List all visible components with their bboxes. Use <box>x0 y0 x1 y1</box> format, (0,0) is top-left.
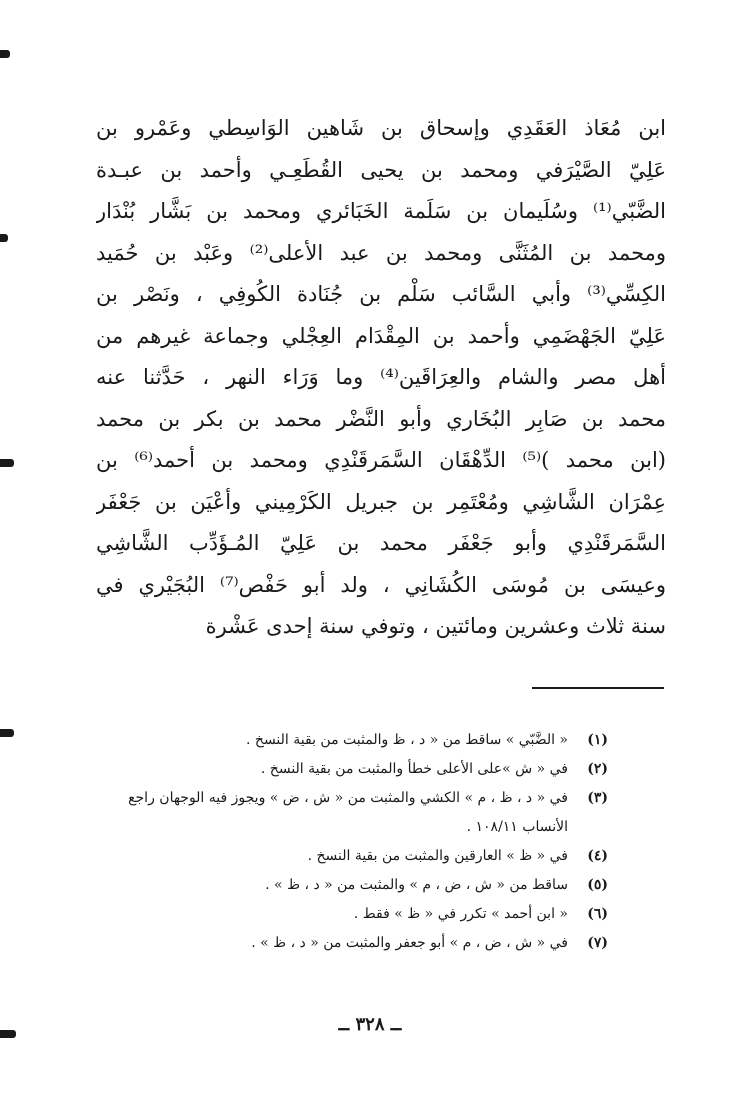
footnote-separator <box>532 687 664 689</box>
footnote-number: (٦) <box>587 906 608 922</box>
footnote-text: في « ش »على الأعلى خطأ والمثبت من بقية النسخ . <box>260 761 568 777</box>
text-line: وعيسَى بن مُوسَى الكُشَانِي ، ولد أبو حَفْص⁽⁷⁾ البُجَيْري في <box>96 572 666 597</box>
footnote <box>40 900 608 929</box>
margin-mark <box>0 1030 16 1038</box>
margin-mark <box>0 50 10 58</box>
footnote <box>40 784 608 842</box>
text-line: محمد بن صَابِر البُخَاري وأبو النَّضْر محمد بن بكر بن محمد <box>96 406 666 431</box>
margin-mark <box>0 729 14 737</box>
footnote-text: « الضَّبّي » ساقط من « د ، ظ والمثبت من بقية النسخ . <box>246 732 568 748</box>
text-line: سنة ثلاث وعشرين ومائتين ، وتوفي سنة إحدى عَشْرة <box>205 614 666 638</box>
text-line: ابن مُعَاذ العَقَدِي وإسحاق بن شَاهين الوَاسِطي وعَمْرو بن <box>96 116 666 140</box>
margin-mark <box>0 234 8 242</box>
text-line: عِمْرَان الشَّاشِي ومُعْتَمِر بن جبريل الكَرْمِيني وأعْيَن بن جَعْفَر <box>96 489 666 514</box>
page-number: ــ ٣٢٨ ــ <box>338 1014 402 1035</box>
text-line: عَلِيّ الصَّيْرَفي ومحمد بن يحيى القُطَعِـي وأحمد بن عبـدة <box>96 157 666 182</box>
text-line: عَلِيّ الجَهْضَمِي وأحمد بن المِقْدَام العِجْلي وجماعة غيرهم من <box>96 323 666 348</box>
footnote <box>40 726 608 755</box>
footnote-number: (٣) <box>587 790 608 806</box>
margin-mark <box>0 459 14 467</box>
footnote-text: في « ظ » العارقين والمثبت من بقية النسخ . <box>307 848 568 864</box>
text-line: (ابن محمد )⁽⁵⁾ الدِّهْقَان السَّمَرقَنْدِي ومحمد بن أحمد⁽⁶⁾ بن <box>96 448 666 472</box>
footnote-text: في « ش ، ض ، م » أبو جعفر والمثبت من « د ، ظ » . <box>251 935 568 951</box>
footnote-text-continued: الأنساب ١٠٨/١١ . <box>466 819 568 835</box>
main-text <box>96 108 666 648</box>
footnote-text-wrapper <box>40 784 568 842</box>
footnote <box>40 842 608 871</box>
footnote-number: (٧) <box>587 935 608 951</box>
text-line: ومحمد بن المُثَنَّى ومحمد بن عبد الأعلى⁽²⁾ وعَبْد بن حُمَيد <box>96 240 666 265</box>
footnote <box>40 871 608 900</box>
footnote-text: « ابن أحمد » تكرر في « ظ » فقط . <box>353 906 568 922</box>
footnote-number: (٢) <box>587 761 608 777</box>
footnote-number: (١) <box>587 732 608 748</box>
footnote-text: ساقط من « ش ، ض ، م » والمثبت من « د ، ظ » . <box>265 877 568 893</box>
footnote <box>40 755 608 784</box>
footnote-text: في « د ، ظ ، م » الكشي والمثبت من « ش ، ض » ويجوز فيه الوجهان راجع <box>128 790 568 806</box>
text-line: الكِسِّي⁽³⁾ وأبي السَّائب سَلْم بن جُنَادة الكُوفِي ، ونَصْر بن <box>96 282 666 306</box>
footnote-number: (٥) <box>587 877 608 893</box>
text-line: الضَّبّي⁽¹⁾ وسُلَيمان بن سَلَمة الخَبَائري ومحمد بن بَشَّار بُنْدَار <box>96 199 666 223</box>
footnote <box>40 929 608 958</box>
footnotes <box>40 726 608 958</box>
text-line: السَّمَرقَنْدِي وأبو جَعْفَر محمد بن عَلِيّ المُـؤَدِّب الشَّاشِي <box>96 531 666 555</box>
footnote-number: (٤) <box>587 848 608 864</box>
text-line: أهل مصر والشام والعِرَاقَين⁽⁴⁾ وما وَرَاء النهر ، حَدَّثنا عنه <box>96 365 666 389</box>
